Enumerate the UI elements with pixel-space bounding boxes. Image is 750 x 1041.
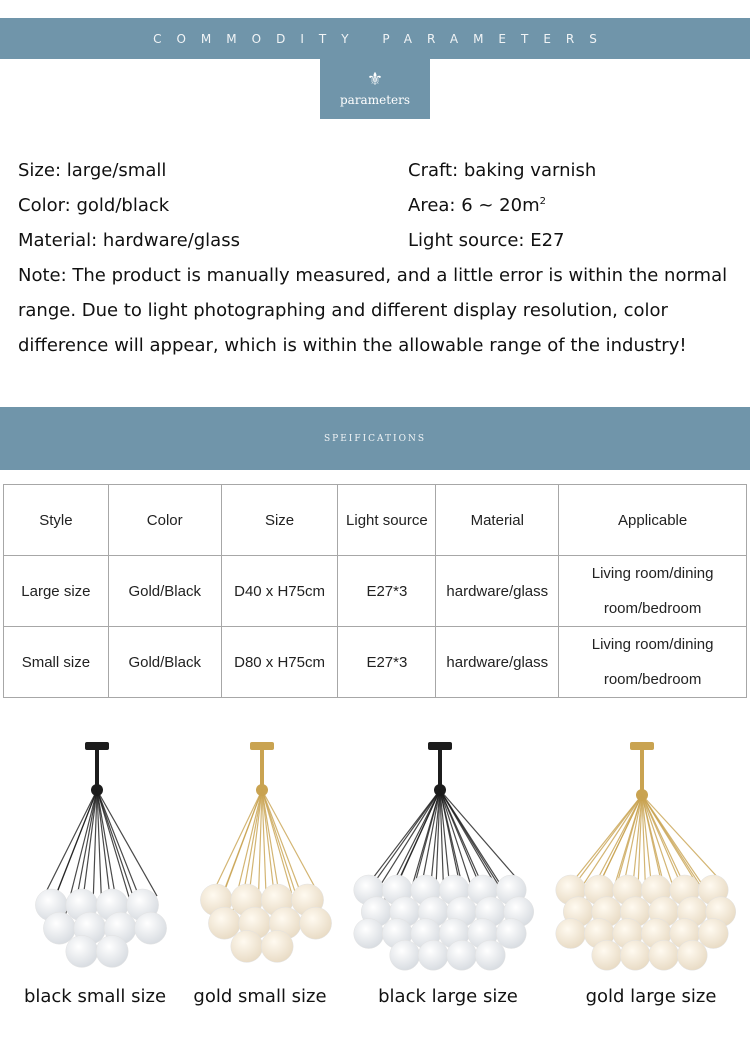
glass-globe — [649, 940, 679, 970]
arm — [375, 790, 440, 881]
glass-globe — [261, 930, 293, 962]
product-gold-large — [552, 700, 750, 1041]
glass-globe — [556, 919, 586, 949]
param-area-text: Area: 6 ~ 20m — [408, 195, 540, 216]
table-cell: D40 x H75cm — [221, 556, 338, 627]
stem — [640, 750, 644, 795]
table-cell: E27*3 — [338, 556, 436, 627]
arm — [440, 790, 520, 882]
product-caption: gold small size — [193, 986, 327, 1007]
arm — [642, 795, 722, 882]
product-black-large — [348, 700, 548, 1041]
glass-globe — [300, 907, 332, 939]
table-cell: Small size — [4, 627, 109, 698]
table-cell: D80 x H75cm — [221, 627, 338, 698]
chandelier-image — [0, 700, 190, 980]
note-line: difference will appear, which is within the allowable range of the industry! — [18, 335, 687, 356]
table-row — [4, 627, 747, 698]
header-cell: Applicable — [559, 485, 747, 556]
table-cell: Large size — [4, 556, 109, 627]
glass-globe — [620, 940, 650, 970]
chandelier-image — [552, 700, 750, 980]
param-area — [408, 188, 546, 223]
product-caption: gold large size — [585, 986, 717, 1007]
glass-globe — [496, 919, 526, 949]
parameters-block — [18, 153, 738, 363]
glass-globe — [418, 940, 448, 970]
table-cell: Gold/Black — [108, 627, 221, 698]
param-note — [18, 258, 733, 363]
table-cell: hardware/glass — [436, 556, 559, 627]
header-cell: Style — [4, 485, 109, 556]
banner-title: COMMODITY PARAMETERS — [153, 31, 612, 46]
param-row — [18, 153, 738, 188]
product-black-small — [0, 700, 190, 1041]
badge-label: parameters — [339, 93, 411, 107]
glass-globe — [135, 912, 167, 944]
commodity-parameters-banner — [0, 18, 750, 59]
table-cell: Living room/dining room/bedroom — [559, 556, 747, 627]
param-color: Color: gold/black — [18, 195, 170, 216]
param-light-source: Light source: E27 — [408, 230, 565, 251]
glass-globe — [208, 907, 240, 939]
product-caption: black small size — [23, 986, 167, 1007]
product-gold-small — [180, 700, 340, 1041]
param-material: Material: hardware/glass — [18, 230, 240, 251]
canopy — [250, 742, 274, 750]
glass-globe — [698, 919, 728, 949]
glass-globe — [354, 919, 384, 949]
header-cell: Light source — [338, 485, 436, 556]
param-row — [18, 188, 738, 223]
canopy — [85, 742, 109, 750]
glass-globe — [677, 940, 707, 970]
param-craft: Craft: baking varnish — [408, 160, 597, 181]
header-cell: Material — [436, 485, 559, 556]
canopy — [630, 742, 654, 750]
table-cell: Living room/dining room/bedroom — [559, 627, 747, 698]
note-line: Note: The product is manually measured, and a little error is within the normal — [18, 265, 728, 286]
glass-globe — [43, 912, 75, 944]
param-row — [18, 223, 738, 258]
specifications-title: SPEIFICATIONS — [323, 433, 427, 444]
product-caption: black large size — [378, 986, 518, 1007]
specifications-banner — [0, 407, 750, 470]
glass-globe — [231, 930, 263, 962]
glass-globe — [475, 940, 505, 970]
glass-globe — [390, 940, 420, 970]
note-line: range. Due to light photographing and different display resolution, color — [18, 300, 668, 321]
table-cell: hardware/glass — [436, 627, 559, 698]
glass-globe — [96, 935, 128, 967]
spec-table — [3, 484, 747, 698]
canopy — [428, 742, 452, 750]
chandelier-image — [348, 700, 548, 980]
arm — [577, 795, 642, 881]
header-cell: Size — [221, 485, 338, 556]
table-header-row — [4, 485, 747, 556]
product-gallery — [0, 700, 750, 1041]
param-size: Size: large/small — [18, 160, 167, 181]
table-cell: Gold/Black — [108, 556, 221, 627]
table-cell: E27*3 — [338, 627, 436, 698]
param-area-superscript: 2 — [539, 196, 546, 207]
glass-globe — [66, 935, 98, 967]
chandelier-image — [180, 700, 340, 980]
fleur-de-lis-icon: ⚜ — [366, 69, 384, 90]
table-row — [4, 556, 747, 627]
parameters-badge — [320, 59, 430, 119]
header-cell: Color — [108, 485, 221, 556]
glass-globe — [447, 940, 477, 970]
glass-globe — [592, 940, 622, 970]
